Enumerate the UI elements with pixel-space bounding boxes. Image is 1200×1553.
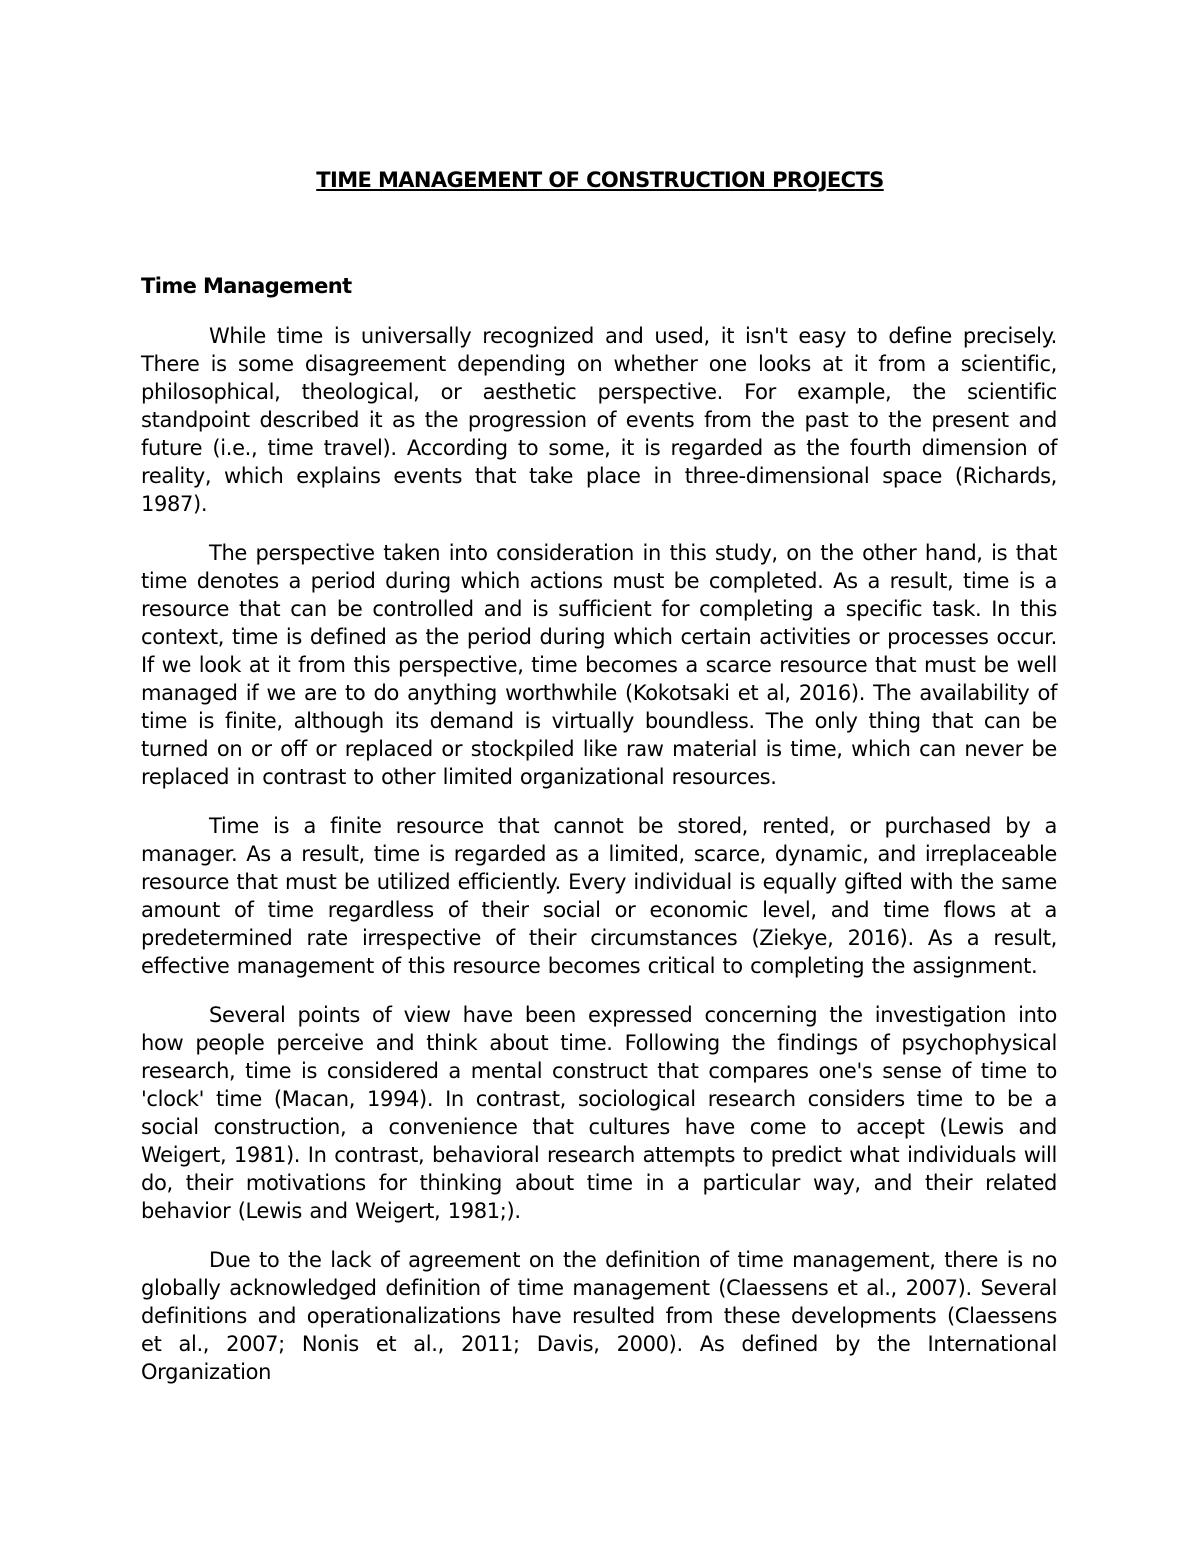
paragraph-5: Due to the lack of agreement on the definition of time management, there is no globally acknowledged definition of time management (Claessens et al., 2007). Several definitions and operationalizations have resulted from these developments (Claessens et al., 2007; Nonis et al., 2011; Davis, 2000). As defined by the International Organization	[141, 1248, 1057, 1384]
paragraph-4: Several points of view have been expressed concerning the investigation into how people perceive and think about time. Following the findings of psychophysical research, time is considered a mental construct that compares one's sense of time to 'clock' time (Macan, 1994). In contrast, sociological research considers time to be a social construction, a convenience that cultures have come to accept (Lewis and Weigert, 1981). In contrast, behavioral research attempts to predict what individuals will do, their motivations for thinking about time in a particular way, and their related behavior (Lewis and Weigert, 1981;).	[141, 1003, 1057, 1223]
body-text	[141, 322, 1057, 1407]
document-title: TIME MANAGEMENT OF CONSTRUCTION PROJECTS	[316, 168, 884, 192]
section-heading: Time Management	[141, 274, 352, 298]
paragraph-2: The perspective taken into consideration in this study, on the other hand, is that time denotes a period during which actions must be completed. As a result, time is a resource that can be controlled and is sufficient for completing a specific task. In this context, time is defined as the period during which certain activities or processes occur. If we look at it from this perspective, time becomes a scarce resource that must be well managed if we are to do anything worthwhile (Kokotsaki et al, 2016). The availability of time is finite, although its demand is virtually boundless. The only thing that can be turned on or off or replaced or stockpiled like raw material is time, which can never be replaced in contrast to other limited organizational resources.	[141, 541, 1057, 789]
paragraph-1: While time is universally recognized and used, it isn't easy to define precisely. There is some disagreement depending on whether one looks at it from a scientific, philosophical, theological, or aesthetic perspective. For example, the scientific standpoint described it as the progression of events from the past to the present and future (i.e., time travel). According to some, it is regarded as the fourth dimension of reality, which explains events that take place in three-dimensional space (Richards, 1987).	[141, 324, 1057, 516]
paragraph-3: Time is a finite resource that cannot be stored, rented, or purchased by a manager. As a result, time is regarded as a limited, scarce, dynamic, and irreplaceable resource that must be utilized efficiently. Every individual is equally gifted with the same amount of time regardless of their social or economic level, and time flows at a predetermined rate irrespective of their circumstances (Ziekye, 2016). As a result, effective management of this resource becomes critical to completing the assignment.	[141, 814, 1057, 978]
